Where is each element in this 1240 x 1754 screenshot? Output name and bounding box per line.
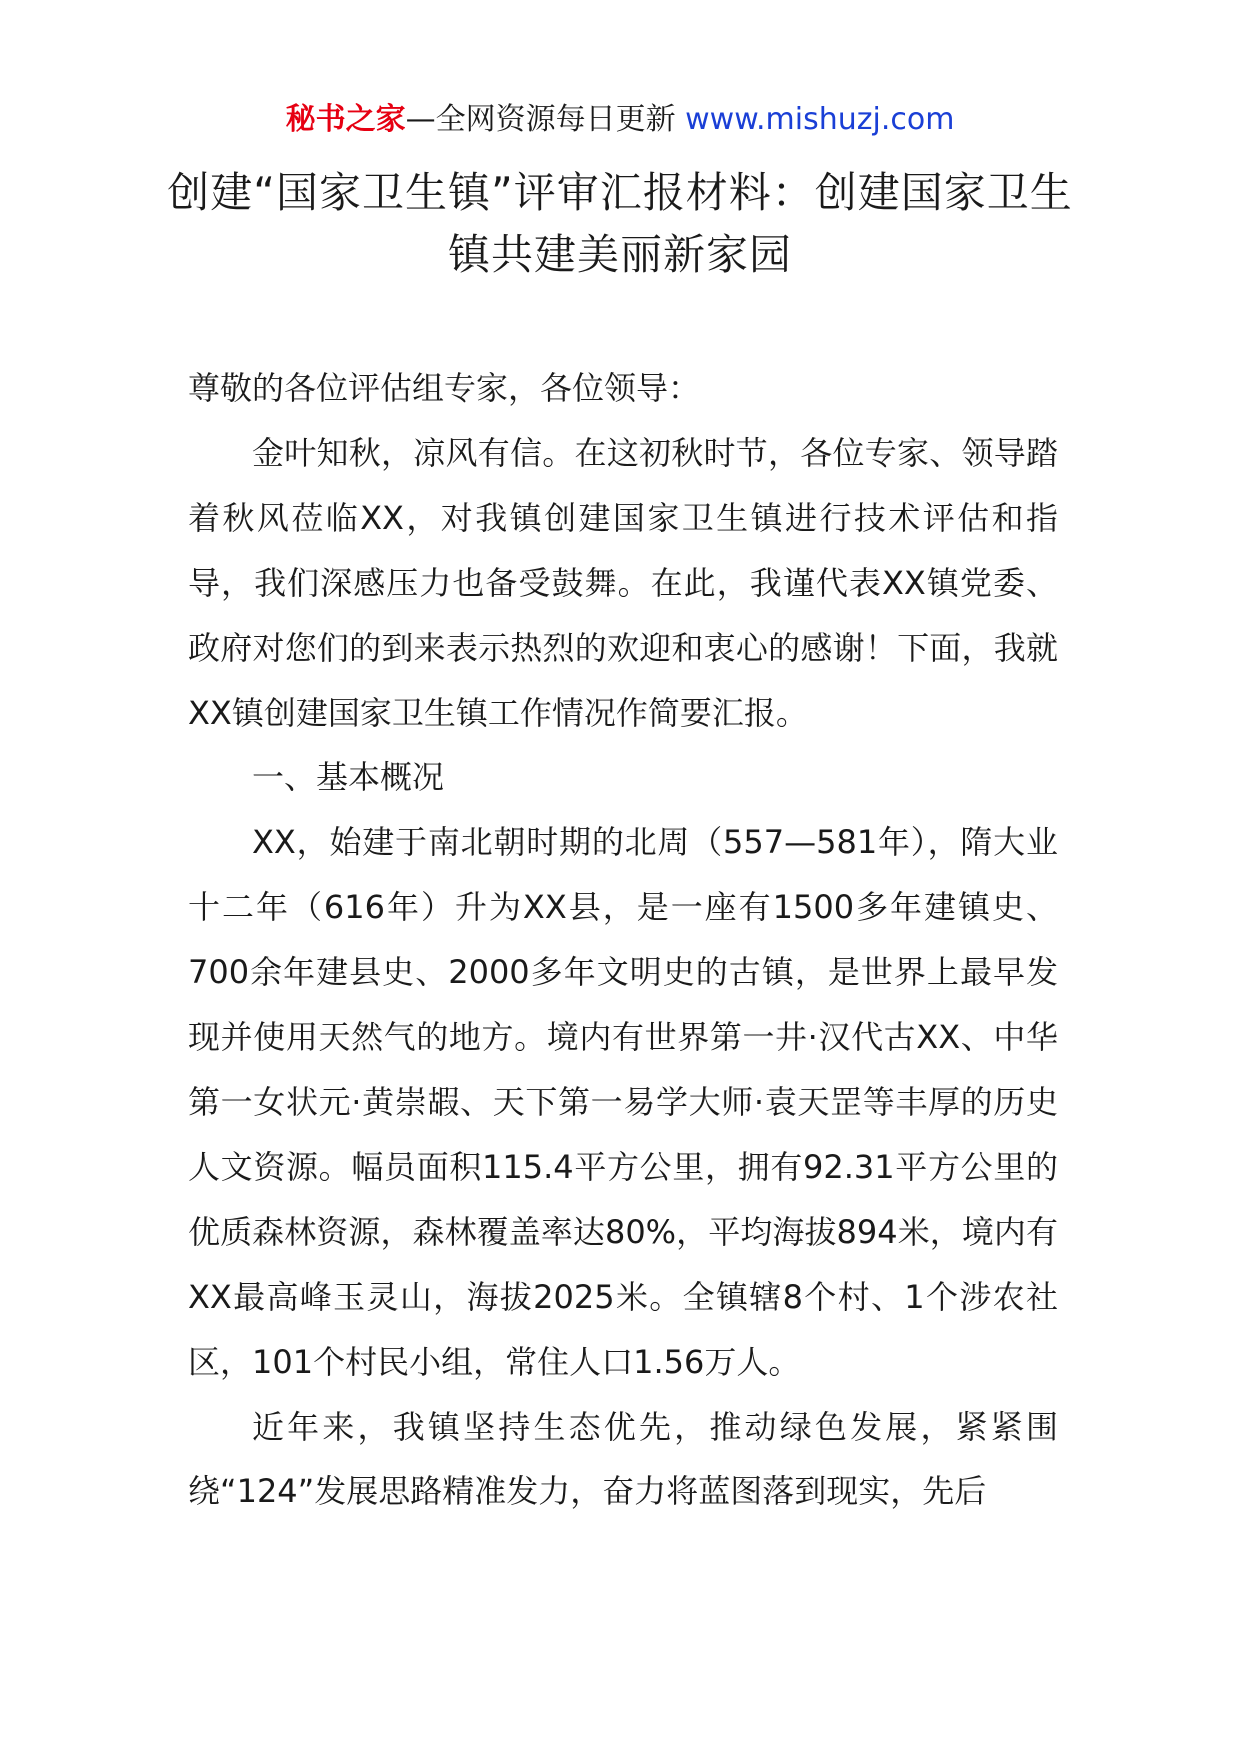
brand-name: 秘书之家	[285, 102, 406, 137]
paragraph-overview: XX，始建于南北朝时期的北周（557—581年），隋大业十二年（616年）升为XX县，是一座有1500多年建镇史、700余年建县史、2000多年文明史的古镇，是世界上最早发现并使用天然气的地方。境内有世界第一井·汉代古XX、中华第一女状元·黄崇嘏、天下第一易学大师·袁天罡等丰厚的历史人文资源。幅员面积115.4平方公里，拥有92.31平方公里的优质森林资源，森林覆盖率达80%，平均海拔894米，境内有XX最高峰玉灵山，海拔2025米。全镇辖8个村、1个涉农社区，101个村民小组，常住人口1.56万人。	[188, 823, 1058, 1381]
greeting-line: 尊敬的各位评估组专家，各位领导：	[188, 369, 701, 407]
paragraph-welcome: 金叶知秋，凉风有信。在这初秋时节，各位专家、领导踏着秋风莅临XX，对我镇创建国家卫生镇进行技术评估和指导，我们深感压力也备受鼓舞。在此，我谨代表XX镇党委、政府对您们的到来表示热烈的欢迎和衷心的感谢！下面，我就XX镇创建国家卫生镇工作情况作简要汇报。	[188, 433, 1058, 732]
site-url-link[interactable]: www.mishuzj.com	[685, 102, 955, 137]
site-header	[0, 100, 1240, 140]
document-title: 创建“国家卫生镇”评审汇报材料：创建国家卫生镇共建美丽新家园	[167, 168, 1073, 279]
header-tagline: —全网资源每日更新	[405, 102, 676, 137]
section-heading-overview: 一、基本概况	[252, 758, 445, 797]
paragraph-recent-years: 近年来，我镇坚持生态优先，推动绿色发展，紧紧围绕“124”发展思路精准发力，奋力将蓝图落到现实，先后	[188, 1407, 1058, 1511]
document-body	[188, 356, 1058, 1524]
